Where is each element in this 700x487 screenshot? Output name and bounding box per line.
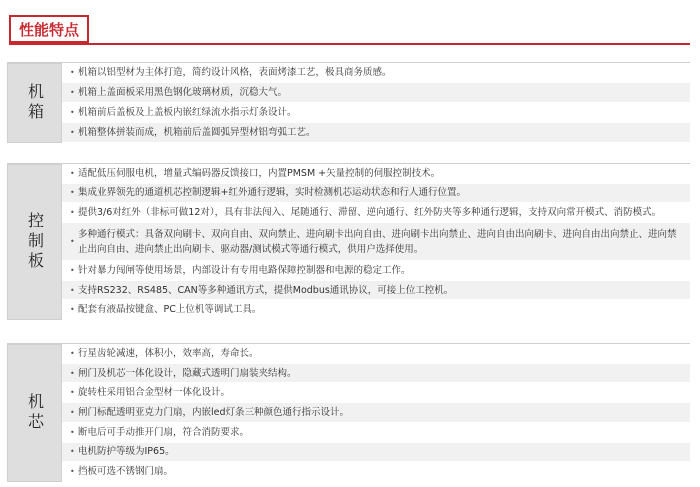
feature-item: • 机箱前后盖板及上盖板内嵌红绿流水指示灯条设计。: [62, 103, 690, 123]
bullet-icon: •: [70, 388, 75, 398]
section-label-text: 控制板: [25, 212, 45, 272]
section-header: [9, 15, 690, 45]
feature-item: • 支持RS232、RS485、CAN等多种通讯方式，提供Modbus通讯协议，可接上位工控机。: [62, 281, 690, 301]
bullet-icon: •: [70, 208, 75, 218]
section-label-control-board: [7, 164, 62, 320]
feature-section-mechanism: [7, 344, 690, 482]
bullet-icon: •: [70, 467, 75, 477]
bullet-icon: •: [70, 368, 75, 378]
section-label-chassis: [7, 63, 62, 143]
feature-item: • 提供3/6对红外（非标可做12对），具有非法闯入、尾随通行、滞留、逆向通行、红外防夹等多种通行逻辑，支持双向常开模式、消防模式。: [62, 203, 690, 223]
bullet-icon: •: [70, 427, 75, 437]
bullet-icon: •: [70, 447, 75, 457]
feature-item: • 针对暴力闯闸等使用场景，内部设计有专用电路保障控制器和电源的稳定工作。: [62, 261, 690, 281]
feature-item: • 闸门标配透明亚克力门扇，内嵌led灯条三种颜色通行指示设计。: [62, 403, 690, 423]
title-underline: [9, 43, 690, 45]
bullet-icon: •: [70, 265, 75, 275]
bullet-icon: •: [70, 108, 75, 117]
feature-item: • 机箱整体拼装而成，机箱前后盖圆弧异型材铝弯弧工艺。: [62, 123, 690, 143]
bullet-icon: •: [70, 305, 75, 315]
feature-item: • 旋转柱采用铝合金型材一体化设计。: [62, 383, 690, 403]
bullet-icon: •: [70, 285, 75, 295]
page-title: 性能特点: [9, 15, 89, 43]
feature-item: • 多种通行模式：具备双向刷卡、双向自由、双向禁止、进向刷卡出向自由、进向刷卡出向禁止、进向自由出向刷卡、进向自由出向禁止、进向禁止出向自由、进向禁止出向刷卡、驱动器/测试模式等通行模式，供用户选择使用。: [62, 223, 690, 261]
feature-item: • 电机防护等级为IP65。: [62, 443, 690, 463]
bullet-icon: •: [70, 88, 75, 97]
feature-item: • 闸门及机芯一体化设计，隐藏式透明门扇装夹结构。: [62, 364, 690, 384]
bullet-icon: •: [70, 188, 75, 198]
feature-item: • 机箱以铝型材为主体打造，简约设计风格，表面烤漆工艺，极具商务质感。: [62, 63, 690, 83]
bullet-icon: •: [70, 237, 75, 246]
feature-item: • 集成业界领先的通道机芯控制逻辑+红外通行逻辑，实时检测机芯运动状态和行人通行位置。: [62, 184, 690, 204]
feature-item: • 挡板可选不锈钢门扇。: [62, 462, 690, 482]
feature-section-control-board: [7, 164, 690, 320]
bullet-icon: •: [70, 128, 75, 137]
feature-section-chassis: [7, 63, 690, 143]
feature-item: • 配套有液晶按键盒、PC上位机等调试工具。: [62, 300, 690, 320]
feature-item: • 机箱上盖面板采用黑色钢化玻璃材质，沉稳大气。: [62, 83, 690, 103]
section-label-text: 机芯: [25, 393, 45, 433]
bullet-icon: •: [70, 168, 75, 178]
bullet-icon: •: [70, 408, 75, 418]
bullet-icon: •: [70, 68, 75, 77]
section-label-text: 机箱: [25, 83, 45, 123]
feature-item: • 适配低压伺服电机，增量式编码器反馈接口，内置PMSM +矢量控制的伺服控制技术。: [62, 164, 690, 184]
bullet-icon: •: [70, 348, 75, 358]
feature-item: • 行星齿轮减速，体积小，效率高，寿命长。: [62, 344, 690, 364]
feature-item: • 断电后可手动推开门扇，符合消防要求。: [62, 423, 690, 443]
section-label-mechanism: [7, 344, 62, 482]
